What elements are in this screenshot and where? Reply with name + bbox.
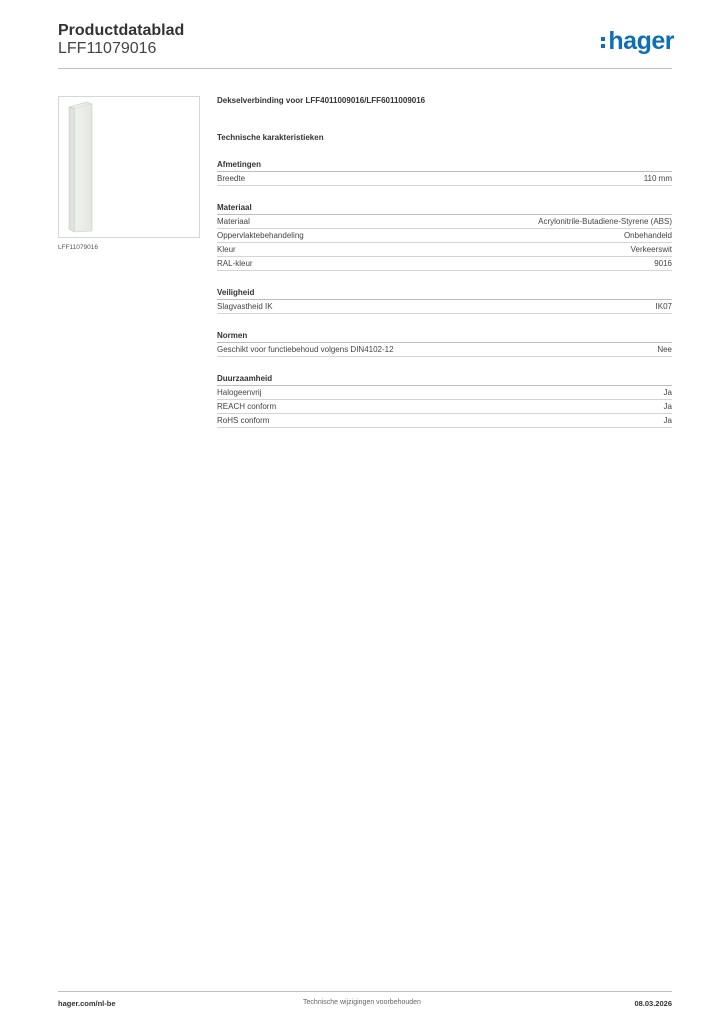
spec-value: Ja [663, 402, 672, 411]
spec-content [217, 96, 672, 428]
spec-value: 110 mm [643, 174, 672, 183]
section-title: Materiaal [217, 202, 672, 215]
product-code: LFF11079016 [58, 40, 157, 57]
spec-row [217, 300, 672, 314]
spec-section-veiligheid [217, 287, 672, 314]
spec-value: Nee [657, 345, 672, 354]
footer-website-link[interactable]: hager.com/nl-be [58, 999, 116, 1008]
section-title: Veiligheid [217, 287, 672, 300]
spec-value: Ja [663, 388, 672, 397]
spec-label: Geschikt voor functiebehoud volgens DIN4102-12 [217, 345, 394, 354]
footer-divider [58, 991, 672, 992]
footer-date: 08.03.2026 [634, 999, 672, 1008]
spec-value: 9016 [654, 259, 672, 268]
spec-label: Breedte [217, 174, 246, 183]
hager-logo [601, 27, 674, 56]
spec-label: RoHS conform [217, 416, 270, 425]
spec-section-afmetingen [217, 159, 672, 186]
spec-row [217, 215, 672, 229]
spec-label: Oppervlaktebehandeling [217, 231, 304, 240]
section-title: Afmetingen [217, 159, 672, 172]
logo-dots-icon [601, 33, 607, 49]
spec-value: Verkeerswit [630, 245, 672, 254]
logo-text: hager [608, 27, 674, 55]
cover-connector-icon [67, 101, 93, 233]
footer-notice: Technische wijzigingen voorbehouden [303, 999, 421, 1006]
section-title: Duurzaamheid [217, 373, 672, 386]
spec-label: Kleur [217, 245, 236, 254]
characteristics-heading: Technische karakteristieken [217, 133, 324, 142]
spec-label: Halogeenvrij [217, 388, 262, 397]
product-image [58, 96, 200, 238]
header-divider [58, 68, 672, 69]
spec-section-materiaal [217, 202, 672, 271]
spec-row [217, 414, 672, 428]
product-description: Dekselverbinding voor LFF4011009016/LFF6011009016 [217, 96, 426, 105]
spec-row [217, 229, 672, 243]
spec-label: RAL-kleur [217, 259, 253, 268]
spec-row [217, 343, 672, 357]
spec-label: Slagvastheid IK [217, 302, 273, 311]
spec-label: Materiaal [217, 217, 250, 226]
page-title: Productdatablad [58, 22, 185, 39]
spec-row [217, 386, 672, 400]
spec-row [217, 257, 672, 271]
spec-row [217, 172, 672, 186]
spec-section-normen [217, 330, 672, 357]
spec-section-duurzaamheid [217, 373, 672, 428]
section-title: Normen [217, 330, 672, 343]
spec-value: Ja [663, 416, 672, 425]
spec-value: Onbehandeld [623, 231, 672, 240]
spec-label: REACH conform [217, 402, 277, 411]
spec-value: IK07 [655, 302, 672, 311]
spec-row [217, 243, 672, 257]
image-caption: LFF11079016 [58, 244, 98, 251]
spec-value: Acrylonitrile-Butadiene-Styrene (ABS) [538, 217, 672, 226]
spec-row [217, 400, 672, 414]
